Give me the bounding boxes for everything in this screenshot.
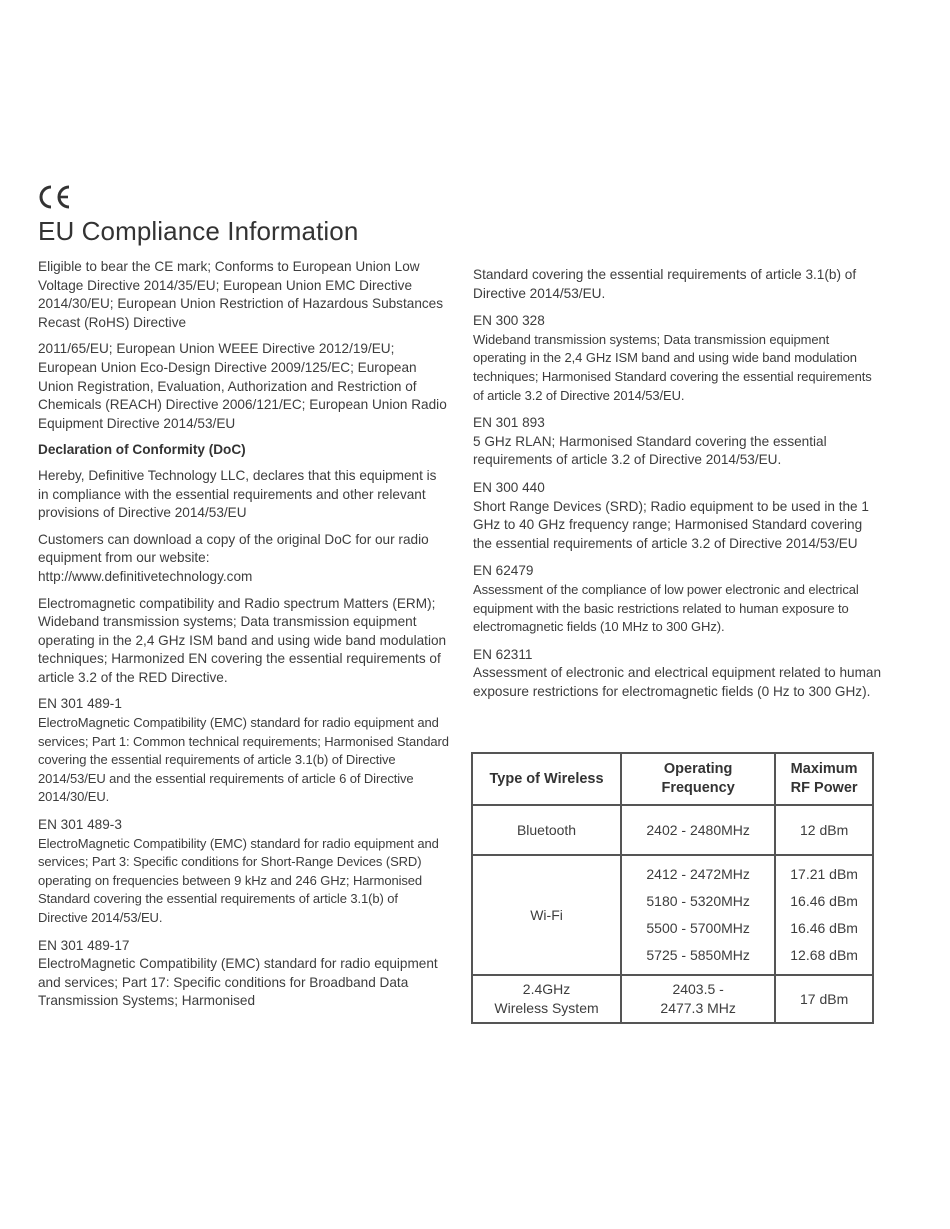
standard-code: EN 301 489-1 (38, 696, 122, 712)
cell-type: Bluetooth (472, 805, 621, 855)
frequency-line1: 2403.5 - (672, 981, 724, 997)
doc-text: Hereby, Definitive Technology LLC, declares that this equipment is in compliance with the essential requirements and other relevant provisions of Directive 2014/53/EU (38, 467, 437, 521)
wireless-specs-table (471, 752, 874, 1024)
table-row (472, 805, 873, 855)
header-frequency (621, 753, 775, 805)
standard-description: Wideband transmission systems; Data transmission equipment operating in the 2,4 GHz ISM band and using wide band modulation techniques; Harmonised Standard covering the essential requirements of article 3.2 of Directive 2014/53/EU. (473, 331, 872, 403)
cell-frequency (621, 855, 775, 975)
intro-text: Eligible to bear the CE mark; Conforms to European Union Low Voltage Directive 2014/35/EU; European Union EMC Directive 2014/30/EU; European Union Restriction of Hazardous Substances Recast (RoHS) Directive (38, 259, 444, 330)
header-power (775, 753, 873, 805)
cell-power: 17 dBm (775, 975, 873, 1023)
cell-type (472, 975, 621, 1023)
power-value: 16.46 dBm (790, 893, 858, 909)
website-link[interactable]: http://www.definitivetechnology.com (38, 568, 253, 584)
right-column (473, 266, 883, 710)
standard-code: EN 300 440 (473, 479, 545, 495)
power-value: 16.46 dBm (790, 920, 858, 936)
standard-code: EN 62479 (473, 563, 534, 579)
header-type: Type of Wireless (472, 753, 621, 805)
cell-frequency: 2402 - 2480MHz (621, 805, 775, 855)
power-value: 12.68 dBm (790, 947, 858, 963)
standard-code: EN 301 489-17 (38, 937, 130, 953)
standard-description: Assessment of electronic and electrical equipment related to human exposure restrictions for electromagnetic fields (0 Hz to 300 GHz). (473, 665, 882, 699)
left-column (38, 258, 450, 1020)
frequency-value: 5180 - 5320MHz (646, 893, 750, 909)
standard-description: ElectroMagnetic Compatibility (EMC) standard for radio equipment and services; Part 17: Specific conditions for Broadband Data Transmission Systems; Harmonised (38, 956, 438, 1009)
erm-text: Electromagnetic compatibility and Radio spectrum Matters (ERM); Wideband transmission systems; Data transmission equipment operating in the 2,4 GHz ISM band and using wide band modulation techniques; Harmonized EN covering the essential requirements of article 3.2 of the RED Directive. (38, 595, 447, 685)
intro-text-continued: 2011/65/EU; European Union WEEE Directive 2012/19/EU; European Union Eco-Design Directive 2009/125/EC; European Union Registration, Evaluation, Authorization and Restriction of Chemicals (REACH) Directive 2006/121/EC; European Union Radio Equipment Directive 2014/53/EU (38, 341, 447, 431)
standard-code: EN 301 893 (473, 415, 545, 431)
standard-code: EN 62311 (473, 646, 533, 662)
frequency-value: 5500 - 5700MHz (646, 920, 750, 936)
frequency-line2: 2477.3 MHz (660, 1000, 736, 1016)
power-value: 17.21 dBm (790, 866, 858, 882)
standard-description: Assessment of the compliance of low power electronic and electrical equipment with the basic restrictions related to human exposure to electromagnetic fields (10 MHz to 300 GHz). (473, 581, 859, 635)
doc-heading: Declaration of Conformity (DoC) (38, 442, 246, 458)
ce-mark-icon (36, 184, 76, 210)
standard-code: EN 300 328 (473, 313, 545, 329)
standard-code: EN 301 489-3 (38, 817, 122, 833)
cell-power (775, 855, 873, 975)
table-row (472, 855, 873, 975)
header-power-line2: RF Power (790, 780, 858, 796)
header-power-line1: Maximum (790, 761, 858, 777)
standard-description: ElectroMagnetic Compatibility (EMC) standard for radio equipment and services; Part 1: Common technical requirements; Harmonised Standard covering the essential requirements of article 3.1(b) of Directive 2014/53/EU and the essential requirements of article 6 of Directive 2014/30/EU. (38, 715, 449, 805)
standard-description: ElectroMagnetic Compatibility (EMC) standard for radio equipment and services; Part 3: Specific conditions for Short-Range Devices (SRD) operating on frequencies between 9 kHz and 246 GHz; Harmonised Standard covering the essential requirements of article 3.1(b) of Directive 2014/53/EU. (38, 835, 439, 925)
page-title: EU Compliance Information (38, 216, 359, 246)
type-line1: 2.4GHz (522, 981, 571, 997)
header-frequency-line2: Frequency (661, 780, 735, 796)
frequency-value: 5725 - 5850MHz (646, 947, 750, 963)
header-frequency-line1: Operating (663, 761, 733, 777)
frequency-value: 2412 - 2472MHz (646, 866, 750, 882)
cell-frequency (621, 975, 775, 1023)
table-row (472, 975, 873, 1023)
table-header-row (472, 753, 873, 805)
type-line2: Wireless System (494, 1000, 599, 1016)
standard-description: Short Range Devices (SRD); Radio equipment to be used in the 1 GHz to 40 GHz frequency range; Harmonised Standard covering the essential requirements of article 3.2 of Directive 2014/53/EU (473, 498, 869, 551)
cell-power: 12 dBm (775, 805, 873, 855)
download-text: Customers can download a copy of the original DoC for our radio equipment from our website: (38, 531, 429, 566)
cell-type: Wi-Fi (472, 855, 621, 975)
standard-description: 5 GHz RLAN; Harmonised Standard covering the essential requirements of article 3.2 of Directive 2014/53/EU. (473, 433, 827, 468)
continued-text: Standard covering the essential requirements of article 3.1(b) of Directive 2014/53/EU. (473, 267, 857, 301)
